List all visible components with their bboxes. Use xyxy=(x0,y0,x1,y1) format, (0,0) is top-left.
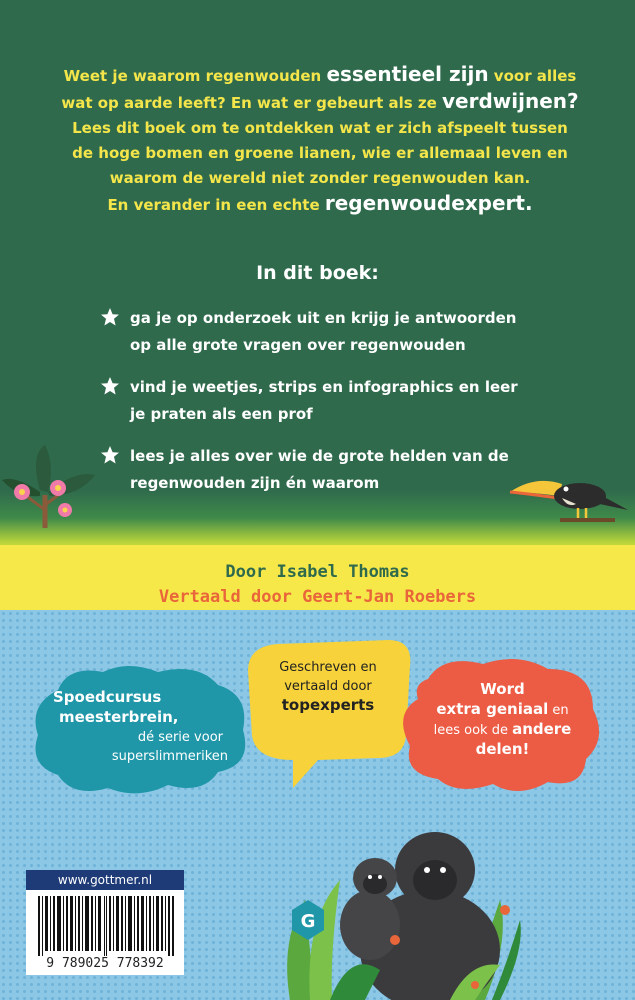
bullet-item: ga je op onderzoek uit en krijg je antwoorden op alle grote vragen over regenwouden xyxy=(100,305,540,359)
toucan-illustration xyxy=(500,470,630,530)
publisher-logo xyxy=(290,900,326,940)
bullet-item: vind je weetjes, strips en infographics en leer je praten als een prof xyxy=(100,374,540,428)
other-parts-bubble: Word extra geniaal en lees ook de andere delen! xyxy=(398,654,603,804)
bullet-list xyxy=(100,305,540,512)
svg-text:G: G xyxy=(300,911,316,932)
translator-credit: Vertaald door Geert-Jan Roebers xyxy=(158,587,477,607)
barcode xyxy=(38,896,174,956)
publisher-url: www.gottmer.nl xyxy=(26,870,184,890)
intro-text: Weet je waarom regenwouden essentieel zijn voor alles wat op aarde leeft? En wat er gebeurt als ze verdwijnen? Lees dit boek om te ontdekken wat er zich afspeelt tussen de hoge bomen en groene lianen, wie er allemaal leven en waarom de wereld niet zonder regenwouden kan. En verander in een echte regenwoudexpert. xyxy=(61,62,579,215)
flower-plant-illustration xyxy=(0,440,110,530)
isbn-number: 9 789025 778392 xyxy=(46,956,164,971)
star-icon xyxy=(100,307,120,327)
series-bubble: Spoedcursus meesterbrein, dé serie voor superslimmeriken xyxy=(28,660,253,800)
section-heading: In dit boek: xyxy=(256,262,379,284)
star-icon xyxy=(100,376,120,396)
bullet-item: lees je alles over wie de grote helden van de regenwouden zijn én waarom xyxy=(100,443,540,497)
experts-bubble: Geschreven en vertaald door topexperts xyxy=(238,636,418,794)
yellow-band xyxy=(0,545,635,620)
author-credit: Door Isabel Thomas xyxy=(225,562,410,582)
